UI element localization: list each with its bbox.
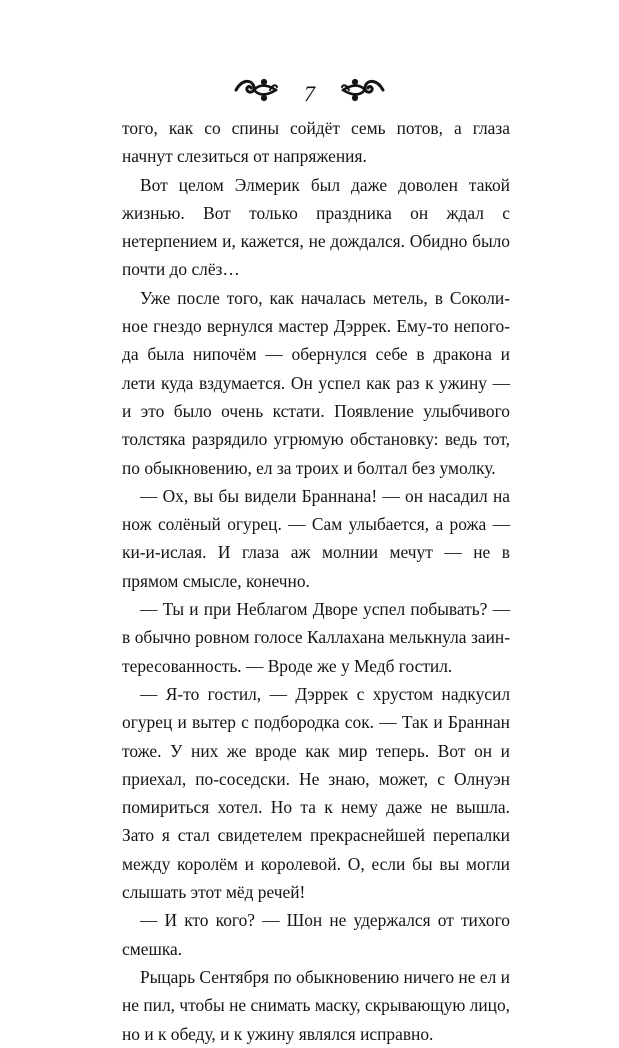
- paragraph: — И кто кого? — Шон не удержался от тихого смешка.: [122, 910, 510, 959]
- paragraph: Вот целом Элмерик был даже доволен такой жизнью. Вот только праздника он ждал с нетерпением и, кажется, не дождался. Обидно было почти до слёз…: [122, 174, 510, 280]
- left-flourish-icon: [234, 73, 278, 107]
- paragraph: Уже после того, как началась метель, в Соколиное гнездо вернулся мастер Дэррек. Ему-то непогода была нипочём — обернулся себе в дракона и лети куда вздумается. Он успел как раз к ужину — и это было очень кстати. Появление улыбчивого толстяка разрядило угрюмую обстановку: ведь тот, по обыкновению, ел за троих и болтал без умолку.: [122, 287, 510, 478]
- right-flourish-icon: [341, 73, 385, 107]
- paragraph: того, как со спины сойдёт семь потов, а глаза начнут слезиться от напряжения.: [122, 118, 510, 167]
- paragraph: — Я-то гостил, — Дэррек с хрустом надкусил огурец и вытер с подбородка сок. — Так и Браннан тоже. У них же вроде как мир теперь. Вот он и приехал, по-соседски. Не знаю, может, с Олнуэн помириться хотел. Но та к нему даже не вышла. Зато я стал свидетелем прекраснейшей перепалки между королём и королевой. О, если бы вы могли слышать этот мёд речей!: [122, 683, 510, 903]
- page-number: 7: [304, 81, 315, 106]
- body-text: [122, 114, 510, 1048]
- paragraph: — Ох, вы бы видели Браннана! — он насадил на нож солёный огурец. — Сам улыбается, а рожа — ки-и-ислая. И глаза аж молнии мечут — не в прямом смысле, конечно.: [122, 485, 510, 591]
- page-header: [0, 68, 619, 112]
- paragraph: — Ты и при Неблагом Дворе успел побывать? — в обычно ровном голосе Каллахана мелькнула заинтересованность. — Вроде же у Медб гостил.: [122, 599, 510, 676]
- paragraph: Рыцарь Сентября по обыкновению ничего не ел и не пил, чтобы не снимать маску, скрывающую лицо, но и к обеду, и к ужину являлся исправно.: [122, 966, 510, 1044]
